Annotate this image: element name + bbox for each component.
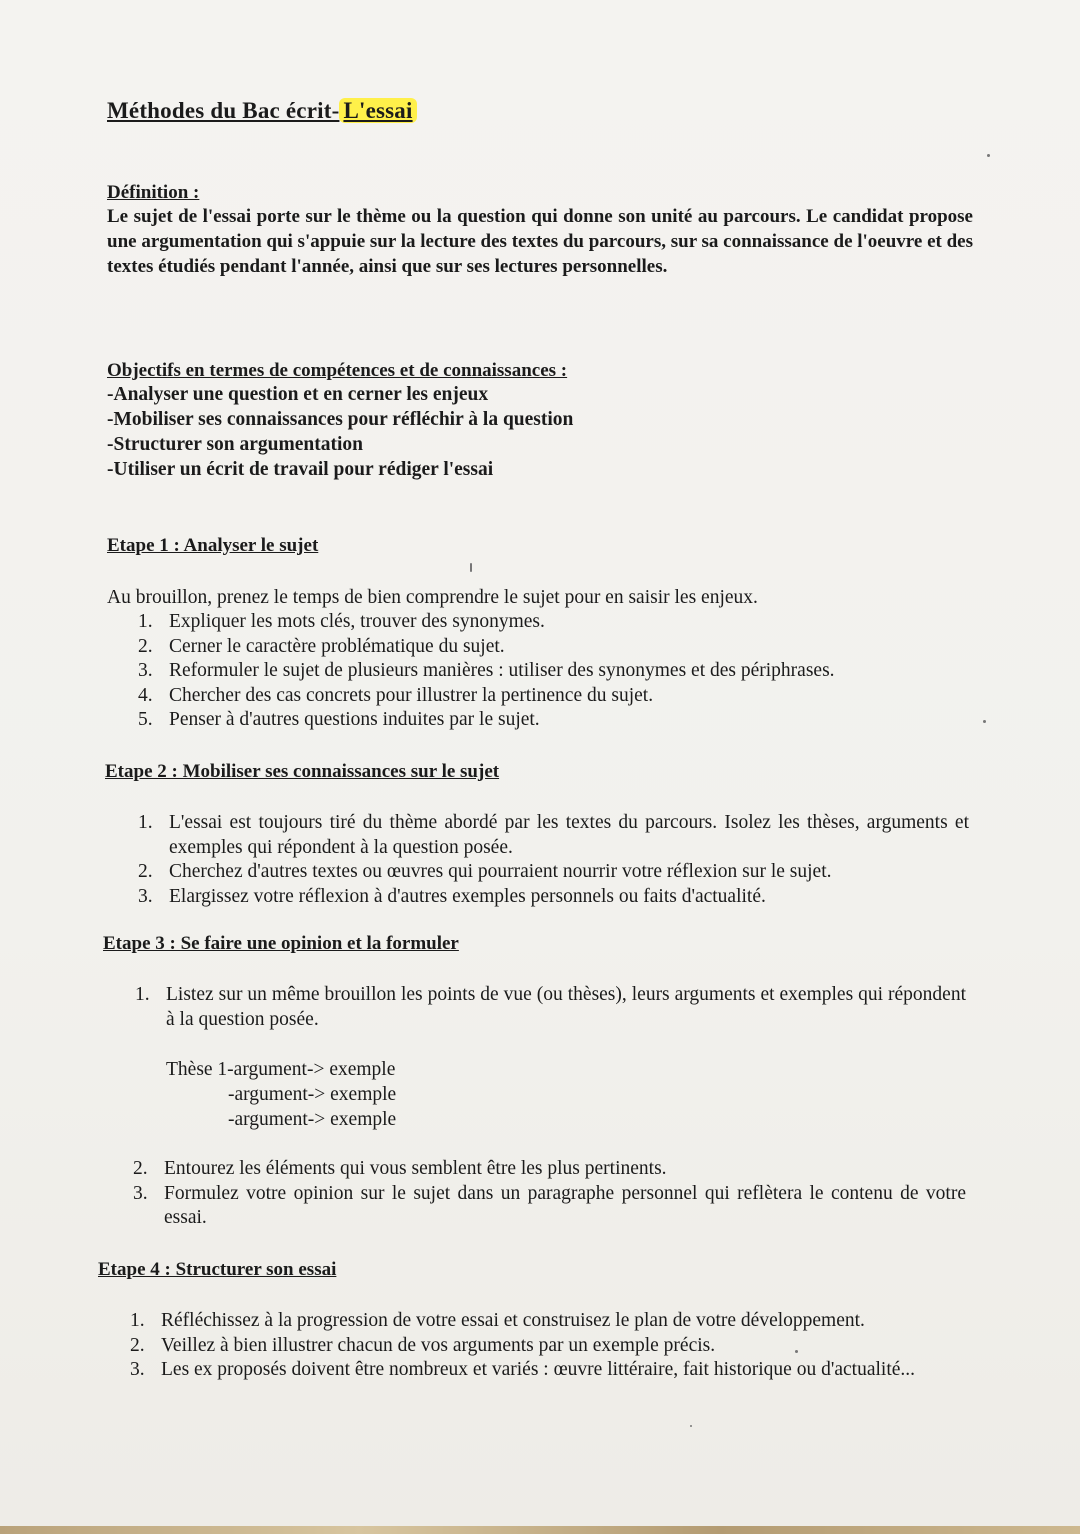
item-number: 4. <box>138 684 153 706</box>
item-number: 1. <box>135 984 150 1005</box>
objectifs-section <box>107 360 807 482</box>
scan-speck <box>470 563 472 572</box>
title-highlight: L'essai <box>339 98 416 123</box>
objectifs-heading: Objectifs en termes de compétences et de connaissances : <box>107 360 568 381</box>
item-text: L'essai est toujours tiré du thème abordé par les textes du parcours. Isolez les thèses, arguments et exemples qui répondent à la question posée. <box>169 812 969 858</box>
list-item <box>138 684 969 709</box>
item-number: 3. <box>133 1182 148 1204</box>
item-number: 2. <box>138 635 153 657</box>
definition-section <box>107 182 973 279</box>
item-number: 2. <box>133 1158 148 1179</box>
item-text: Cerner le caractère problématique du sujet. <box>169 635 505 657</box>
list-item <box>130 1334 967 1359</box>
list-item <box>130 1309 967 1334</box>
item-text: Les ex proposés doivent être nombreux et variés : œuvre littéraire, fait historique ou d'actualité... <box>161 1359 916 1380</box>
objectif-item: -Structurer son argumentation <box>107 434 364 455</box>
scheme-line: Thèse 1-argument-> exemple <box>166 1059 396 1080</box>
list-item <box>130 1358 967 1383</box>
etape4-list <box>130 1309 967 1383</box>
etape3-list-a <box>135 983 966 1032</box>
scheme-line: -argument-> exemple <box>228 1109 397 1130</box>
scan-speck <box>983 720 986 723</box>
objectif-item: -Analyser une question et en cerner les enjeux <box>107 384 489 405</box>
scheme-line: -argument-> exemple <box>228 1084 397 1105</box>
objectif-item: -Mobiliser ses connaissances pour réfléchir à la question <box>107 409 574 430</box>
item-number: 3. <box>130 1359 145 1380</box>
list-item <box>138 708 969 733</box>
etape1-intro: Au brouillon, prenez le temps de bien comprendre le sujet pour en saisir les enjeux. <box>107 587 758 608</box>
item-text: Reformuler le sujet de plusieurs manières : utiliser des synonymes et des périphrases. <box>169 660 835 681</box>
etape3-heading: Etape 3 : Se faire une opinion et la formuler <box>103 933 459 954</box>
item-number: 1. <box>130 1310 145 1331</box>
list-item <box>133 1157 966 1182</box>
scan-speck <box>795 1350 798 1353</box>
item-text: Expliquer les mots clés, trouver des synonymes. <box>169 611 545 632</box>
etape1-intro-wrap <box>107 585 987 610</box>
etape2-heading: Etape 2 : Mobiliser ses connaissances sur le sujet <box>105 761 500 782</box>
item-text: Formulez votre opinion sur le sujet dans un paragraphe personnel qui reflètera le contenu de votre essai. <box>164 1182 966 1228</box>
etape1-heading: Etape 1 : Analyser le sujet <box>107 535 319 556</box>
item-number: 2. <box>138 861 153 882</box>
page-edge <box>0 1526 1080 1534</box>
item-number: 1. <box>138 611 153 632</box>
etape1-list <box>138 610 969 733</box>
list-item <box>135 983 966 1032</box>
item-text: Chercher des cas concrets pour illustrer la pertinence du sujet. <box>169 684 654 706</box>
etape3-list-b <box>133 1157 966 1231</box>
page-title <box>107 98 417 124</box>
list-item <box>138 610 969 635</box>
item-text: Entourez les éléments qui vous semblent être les plus pertinents. <box>164 1158 667 1179</box>
title-prefix: Méthodes du Bac écrit- <box>107 98 340 123</box>
item-text: Listez sur un même brouillon les points de vue (ou thèses), leurs arguments et exemples qui répondent à la question posée. <box>166 984 966 1030</box>
item-number: 5. <box>138 709 153 730</box>
item-number: 3. <box>138 660 153 681</box>
list-item <box>138 635 969 660</box>
scan-speck <box>987 154 990 157</box>
list-item <box>138 860 969 885</box>
objectif-item: -Utiliser un écrit de travail pour rédiger l'essai <box>107 459 494 480</box>
these-scheme <box>166 1057 396 1132</box>
item-number: 1. <box>138 812 153 833</box>
item-text: Réfléchissez à la progression de votre essai et construisez le plan de votre développement. <box>161 1310 865 1331</box>
definition-text: Le sujet de l'essai porte sur le thème ou la question qui donne son unité au parcours. Le candidat propose une argumentation qui s'appuie sur la lecture des textes du parcours, sur sa connaissance de l'oeuvre et des textes étudiés pendant l'année, ainsi que sur ses lectures personnelles. <box>107 206 973 277</box>
list-item <box>138 885 969 910</box>
list-item <box>138 811 969 860</box>
definition-heading: Définition : <box>107 182 200 203</box>
item-text: Penser à d'autres questions induites par le sujet. <box>169 709 540 730</box>
etape2-list <box>138 811 969 909</box>
list-item <box>133 1182 966 1231</box>
list-item <box>138 659 969 684</box>
etape4-heading: Etape 4 : Structurer son essai <box>98 1259 337 1280</box>
scan-speck <box>690 1425 692 1427</box>
item-text: Veillez à bien illustrer chacun de vos arguments par un exemple précis. <box>161 1334 716 1356</box>
item-number: 3. <box>138 885 153 907</box>
item-text: Cherchez d'autres textes ou œuvres qui pourraient nourrir votre réflexion sur le sujet. <box>169 861 832 882</box>
item-text: Elargissez votre réflexion à d'autres exemples personnels ou faits d'actualité. <box>169 885 766 907</box>
item-number: 2. <box>130 1334 145 1356</box>
